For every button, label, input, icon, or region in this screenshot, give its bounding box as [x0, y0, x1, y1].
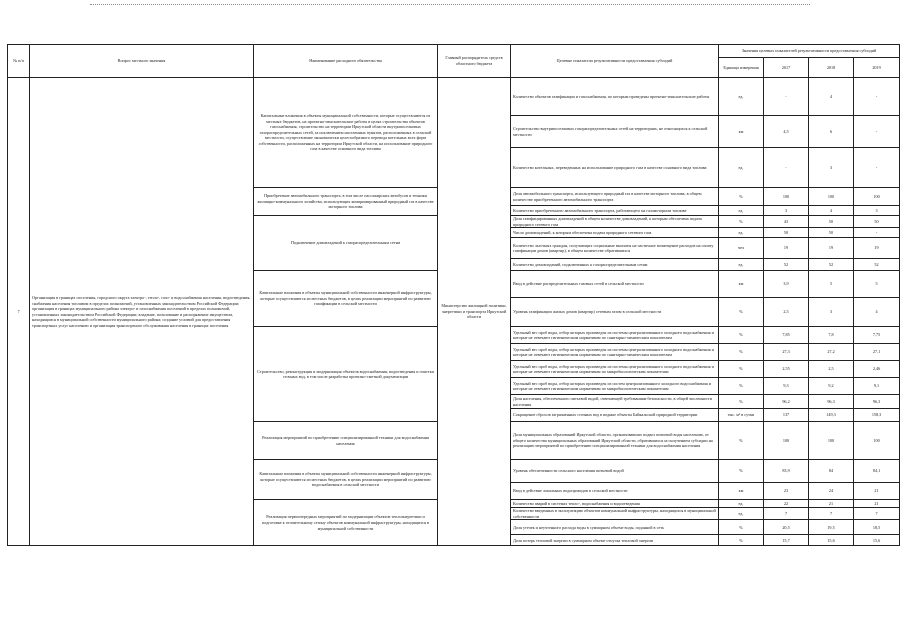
- value-cell-2019: 7: [854, 508, 900, 520]
- indicator-cell: Доля муниципальных образований Иркутской области, организовавших подвоз питьевой воды населению, от общего количества муниципальных образований Иркутской области, обратившихся за получением субсидии на реализацию мероприятий по приобретению специализированной техники для водоснабжения населения: [511, 422, 719, 460]
- value-cell-2017: 15,7: [764, 535, 809, 546]
- unit-cell: %: [719, 327, 764, 344]
- value-cell-2019: 7,75: [854, 327, 900, 344]
- header-question: Вопрос местного значения: [30, 45, 254, 78]
- value-cell-2018: 149,3: [809, 409, 854, 422]
- value-cell-2017: 83,9: [764, 460, 809, 483]
- value-cell-2018: 5: [809, 271, 854, 298]
- header-2019: 2019: [854, 58, 900, 78]
- distributor-cell: Министерство жилищной политики, энергетики и транспорта Иркутской области: [438, 78, 511, 546]
- obligation-cell: Реализация мероприятий по приобретению специализированной техники для водоснабжения населения: [254, 422, 438, 460]
- value-cell-2018: 21: [809, 500, 854, 508]
- value-cell-2018: 50: [809, 216, 854, 228]
- indicator-cell: Количество приобретенного автомобильного транспорта, работающего на газомоторном топливе: [511, 206, 719, 216]
- value-cell-2017: 23: [764, 483, 809, 500]
- unit-cell: ед.: [719, 206, 764, 216]
- unit-cell: ед.: [719, 148, 764, 188]
- value-cell-2019: 27,1: [854, 344, 900, 361]
- value-cell-2019: 15,6: [854, 535, 900, 546]
- indicator-cell: Доля автомобильного транспорта, использующего природный газ в качестве моторного топлива, в общем количестве приобретенного автомобильного транспорта: [511, 188, 719, 206]
- value-cell-2017: 50: [764, 228, 809, 238]
- unit-cell: км: [719, 116, 764, 148]
- unit-cell: %: [719, 460, 764, 483]
- indicator-cell: Количество объектов газификации и газоснабжения, по которым проведены проектно-изыскательские работы: [511, 78, 719, 116]
- value-cell-2019: 19: [854, 238, 900, 259]
- value-cell-2019: -: [854, 78, 900, 116]
- value-cell-2018: 24: [809, 483, 854, 500]
- value-cell-2018: 3: [809, 298, 854, 327]
- value-cell-2017: 4,5: [764, 116, 809, 148]
- unit-cell: ед.: [719, 500, 764, 508]
- obligation-cell: Капитальные вложения в объекты муниципальной собственности инженерной инфраструктуры, которые осуществляются из местных бюджетов, в целях реализации мероприятий по развитию газификации в сельской местности: [254, 271, 438, 327]
- value-cell-2018: 27,2: [809, 344, 854, 361]
- value-cell-2019: 50: [854, 216, 900, 228]
- value-cell-2017: 27,3: [764, 344, 809, 361]
- value-cell-2018: 100: [809, 422, 854, 460]
- unit-cell: %: [719, 520, 764, 535]
- indicator-cell: Ввод в действие локальных водопроводов в сельской местности: [511, 483, 719, 500]
- value-cell-2019: 2,46: [854, 361, 900, 378]
- unit-cell: чел: [719, 238, 764, 259]
- header-values-group: Значения целевых показателей результативности предоставления субсидий: [719, 45, 900, 58]
- value-cell-2019: -: [854, 148, 900, 188]
- value-cell-2017: 7: [764, 508, 809, 520]
- unit-cell: %: [719, 395, 764, 409]
- indicators-table: [7, 44, 900, 546]
- value-cell-2017: 19: [764, 238, 809, 259]
- value-cell-2017: 2,55: [764, 361, 809, 378]
- value-cell-2017: 20,5: [764, 520, 809, 535]
- header-distributor: Главный распорядитель средств областного бюджета: [438, 45, 511, 78]
- value-cell-2019: 4: [854, 298, 900, 327]
- unit-cell: %: [719, 344, 764, 361]
- indicator-cell: Удельный вес проб воды, отбор которых произведен из системы централизованного холодного водоснабжения и которые не отвечают гигиеническим нормативам по микробиологическим показателям: [511, 361, 719, 378]
- unit-cell: %: [719, 298, 764, 327]
- indicator-cell: Доля населения, обеспеченного питьевой водой, отвечающей требованиям безопасности, в общей численности населения: [511, 395, 719, 409]
- unit-cell: ед.: [719, 228, 764, 238]
- table-row: [8, 78, 900, 116]
- value-cell-2019: 84,1: [854, 460, 900, 483]
- indicator-cell: Число домовладений, к которым обеспечена подача природного сетевого газа: [511, 228, 719, 238]
- value-cell-2017: 96,2: [764, 395, 809, 409]
- value-cell-2018: 19: [809, 238, 854, 259]
- header-obligation: Наименование расходного обязательства: [254, 45, 438, 78]
- value-cell-2019: 100: [854, 188, 900, 206]
- header-unit: Единица измерения: [719, 58, 764, 78]
- indicator-cell: Количество аварий в системах тепло-, водоснабжения и водоотведения: [511, 500, 719, 508]
- value-cell-2017: 137: [764, 409, 809, 422]
- indicator-cell: Ввод в действие распределительных газовых сетей в сельской местности: [511, 271, 719, 298]
- indicator-cell: Удельный вес проб воды, отбор которых произведен из систем централизованного холодного водоснабжения и которые не отвечают гигиеническим нормативам по микробиологическим показателям: [511, 378, 719, 395]
- unit-cell: %: [719, 361, 764, 378]
- value-cell-2018: 4: [809, 206, 854, 216]
- value-cell-2019: 158,3: [854, 409, 900, 422]
- value-cell-2018: 100: [809, 188, 854, 206]
- value-cell-2017: 9,3: [764, 378, 809, 395]
- indicator-cell: Количество домовладений, подключенных к газораспределительным сетям: [511, 259, 719, 271]
- value-cell-2018: 2,5: [809, 361, 854, 378]
- unit-cell: %: [719, 422, 764, 460]
- value-cell-2018: 6: [809, 116, 854, 148]
- scan-edge-mark: [90, 4, 810, 5]
- value-cell-2017: 2,5: [764, 298, 809, 327]
- row-number: 7: [8, 78, 30, 546]
- value-cell-2017: 43: [764, 216, 809, 228]
- value-cell-2018: 19,5: [809, 520, 854, 535]
- value-cell-2017: 7,85: [764, 327, 809, 344]
- value-cell-2017: 22: [764, 500, 809, 508]
- obligation-cell: Строительство, реконструкция и модернизация объектов водоснабжения, водоотведения и очистки сточных вод, в том числе разработка проектно-сметной документации: [254, 327, 438, 422]
- value-cell-2018: 84: [809, 460, 854, 483]
- value-cell-2019: 3: [854, 206, 900, 216]
- unit-cell: ед.: [719, 259, 764, 271]
- indicator-cell: Удельный вес проб воды, отбор которых произведен из системы централизованного холодного водоснабжения и которые не отвечают гигиеническим нормативам по санитарно-химическим показателям: [511, 327, 719, 344]
- value-cell-2018: 96,3: [809, 395, 854, 409]
- indicator-cell: Количество введенных в эксплуатацию объектов коммунальной инфраструктуры, находящихся в муниципальной собственности: [511, 508, 719, 520]
- unit-cell: %: [719, 216, 764, 228]
- value-cell-2018: 3: [809, 148, 854, 188]
- indicator-cell: Доля потерь тепловой энергии в суммарном объеме отпуска тепловой энергии: [511, 535, 719, 546]
- value-cell-2017: -: [764, 148, 809, 188]
- value-cell-2019: -: [854, 116, 900, 148]
- indicator-cell: Количество льготных граждан, получающих социальные выплаты на частичное возмещение расходов на оплату газификации домов (квартир), в общем количестве обратившихся: [511, 238, 719, 259]
- value-cell-2019: 9,1: [854, 378, 900, 395]
- value-cell-2018: 4: [809, 78, 854, 116]
- value-cell-2019: 18,5: [854, 520, 900, 535]
- value-cell-2019: 21: [854, 483, 900, 500]
- value-cell-2018: 7: [809, 508, 854, 520]
- unit-cell: км: [719, 483, 764, 500]
- value-cell-2018: 50: [809, 228, 854, 238]
- indicator-cell: Уровень газификации жилых домов (квартир) сетевым газом в сельской местности: [511, 298, 719, 327]
- indicator-cell: Строительство внутрипоселковых газораспределительных сетей на территориях, не относящихся к сельской местности: [511, 116, 719, 148]
- document-sheet: [7, 44, 899, 546]
- indicator-cell: Количество котельных, переведенных на использование природного газа в качестве основного вида топлива: [511, 148, 719, 188]
- obligation-cell: Капитальные вложения в объекты муниципальной собственности, которые осуществляются из местных бюджетов, на проектно-изыскательские работы в целях строительства объектов газоснабжения, строительство на территории Иркутской области внутрипоселковых газораспределительных сетей, за исключением населенных пунктов, расположенных в сельской местности, осуществление экономически целесообразного перевода котельных всех форм собственности, расположенных на территории Иркутской области, на использование природного газа в качестве основного вида топлива: [254, 78, 438, 188]
- value-cell-2019: 21: [854, 500, 900, 508]
- header-indicator: Целевые показатели результативности предоставления субсидий: [511, 45, 719, 78]
- obligation-cell: Приобретение автомобильного транспорта, в том числе пассажирских автобусов и техники жилищно-коммунального хозяйства, использующих компримированный природный газ в качестве моторного топлива: [254, 188, 438, 216]
- unit-cell: ед.: [719, 508, 764, 520]
- value-cell-2017: 100: [764, 422, 809, 460]
- indicator-cell: Сокращение сбросов загрязненных сточных вод в водные объекты Байкальской природной территории: [511, 409, 719, 422]
- value-cell-2018: 9,2: [809, 378, 854, 395]
- value-cell-2018: 7,8: [809, 327, 854, 344]
- question-cell: Организация в границах поселения, городского округа электро-, тепло-, газо- и водоснабжения населения, водоотведения, снабжения населения топливом в пределах полномочий, установленных законодательством Российской Федерации; организация в границах муниципального района электро- и газоснабжения поселений в пределах полномочий, установленных законодательством Российской Федерации; владение, пользование и распоряжение имуществом, находящимся в муниципальной собственности муниципального района; создание условий для предоставления транспортных услуг населению и организация транспортного обслуживания населения в границах поселения: [30, 78, 254, 546]
- indicator-cell: Удельный вес проб воды, отбор которых произведен из системы централизованного холодного водоснабжения и которые не отвечают гигиеническим нормативам по санитарно-химическим показателям: [511, 344, 719, 361]
- unit-cell: %: [719, 535, 764, 546]
- indicator-cell: Доля утечек и неучтенного расхода воды в суммарном объеме воды, поданной в сеть: [511, 520, 719, 535]
- value-cell-2017: 100: [764, 188, 809, 206]
- unit-cell: тыс. м³ в сутки: [719, 409, 764, 422]
- value-cell-2018: 15,6: [809, 535, 854, 546]
- obligation-cell: Капитальные вложения в объекты муниципальной собственности инженерной инфраструктуры, которые осуществляются из местных бюджетов, в целях реализации мероприятий по развитию водоснабжения в сельской местности: [254, 460, 438, 500]
- unit-cell: ед.: [719, 78, 764, 116]
- value-cell-2019: 96,3: [854, 395, 900, 409]
- value-cell-2019: 100: [854, 422, 900, 460]
- value-cell-2017: -: [764, 78, 809, 116]
- header-row: [8, 45, 900, 58]
- unit-cell: км: [719, 271, 764, 298]
- indicator-cell: Доля газифицированных домовладений в общем количестве домовладений, к которым обеспечена подача природного сетевого газа: [511, 216, 719, 228]
- unit-cell: %: [719, 378, 764, 395]
- value-cell-2017: 3: [764, 206, 809, 216]
- header-2018: 2018: [809, 58, 854, 78]
- unit-cell: %: [719, 188, 764, 206]
- header-2017: 2017: [764, 58, 809, 78]
- value-cell-2019: -: [854, 228, 900, 238]
- value-cell-2019: 5: [854, 271, 900, 298]
- header-no: № п/п: [8, 45, 30, 78]
- value-cell-2019: 52: [854, 259, 900, 271]
- value-cell-2017: 52: [764, 259, 809, 271]
- value-cell-2017: 3,9: [764, 271, 809, 298]
- obligation-cell: Реализация первоочередных мероприятий по модернизации объектов теплоэнергетики и подготовке к отопительному сезону объектов коммунальной инфраструктуры, находящихся в муниципальной собственности: [254, 500, 438, 546]
- obligation-cell: Подключение домовладений к газораспределительным сетям: [254, 216, 438, 271]
- value-cell-2018: 52: [809, 259, 854, 271]
- indicator-cell: Уровень обеспеченности сельского населения питьевой водой: [511, 460, 719, 483]
